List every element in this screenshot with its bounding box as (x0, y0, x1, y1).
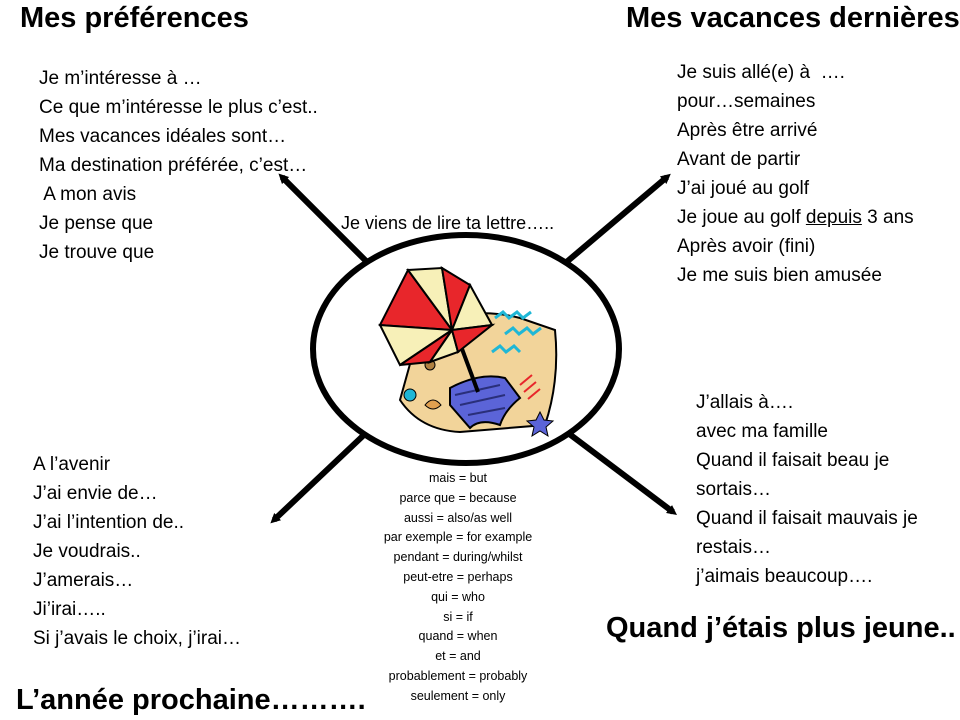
vocab-item: peut-etre = perhaps (403, 569, 513, 584)
phrase-line: Je m’intéresse à … (39, 68, 202, 89)
golf-after: 3 ans (861, 207, 914, 228)
vocab-item: aussi = also/as well (403, 510, 513, 525)
center-text: Je viens de lire ta lettre….. (341, 213, 555, 233)
phrase-line: Ce que m’intéresse le plus c’est.. (39, 97, 318, 118)
vocab-item: et = and (435, 649, 481, 664)
phrase-line: Je suis allé(e) à …. (677, 62, 845, 83)
vocab-item: par exemple = for example (383, 530, 533, 545)
golf-underlined-word: depuis (805, 207, 862, 228)
phrase-line: Si j’avais le choix, j’irai… (33, 628, 242, 649)
vocab-item: si = if (443, 609, 473, 624)
phrase-line: avec ma famille (696, 421, 828, 442)
preferences-phrases (39, 64, 318, 267)
phrase-line: Avant de partir (677, 149, 801, 170)
phrase-line: A mon avis (39, 184, 137, 205)
title-preferences: Mes préférences (20, 2, 249, 34)
phrase-line: restais… (696, 537, 771, 558)
arrow-top-right (563, 177, 667, 265)
phrase-line: J’ai l’intention de.. (33, 512, 185, 533)
phrase-line: Je trouve que (39, 242, 155, 263)
vocab-item: mais = but (428, 471, 487, 485)
phrase-line: Après avoir (fini) (677, 236, 816, 257)
vocab-item: quand = when (418, 629, 498, 644)
golf-before: Je joue au golf (677, 207, 806, 228)
title-next-year: L’année prochaine………. (16, 684, 366, 716)
connectives-vocabulary (356, 469, 560, 707)
vocab-item: parce que = because (399, 490, 517, 505)
vocab-item: seulement = only (410, 688, 506, 703)
phrase-line: Quand il faisait mauvais je (696, 508, 918, 529)
phrase-line: Je pense que (39, 213, 154, 234)
phrase-line: pour…semaines (677, 91, 816, 112)
last-holidays-phrases (677, 58, 914, 290)
arrow-bottom-left (274, 433, 366, 520)
phrase-line: Après être arrivé (677, 120, 818, 141)
phrase-line: Je voudrais.. (33, 541, 141, 562)
title-last-holidays: Mes vacances dernières (626, 2, 960, 34)
phrase-line: Je me suis bien amusée (677, 265, 882, 286)
vocab-item: qui = who (431, 589, 485, 604)
phrase-line: J’ai joué au golf (677, 178, 810, 199)
phrase-line: Ji’irai….. (33, 599, 106, 620)
vocab-item: probablement = probably (388, 668, 528, 683)
arrow-bottom-right (568, 433, 673, 512)
phrase-line: A l’avenir (33, 454, 111, 475)
phrase-line: J’ai envie de… (33, 483, 158, 504)
phrase-line: Ma destination préférée, c’est… (39, 155, 308, 176)
title-younger: Quand j’étais plus jeune.. (606, 612, 956, 644)
younger-phrases (696, 388, 918, 591)
phrase-line: Quand il faisait beau je (696, 450, 890, 471)
vocab-item: pendant = during/whilst (393, 550, 523, 565)
phrase-line: sortais… (696, 479, 771, 500)
phrase-line: J’amerais… (33, 570, 134, 591)
future-phrases (33, 450, 241, 653)
phrase-line: J’allais à…. (696, 392, 794, 413)
phrase-line-golf (677, 203, 914, 232)
phrase-line: j’aimais beaucoup…. (696, 566, 873, 587)
phrase-line: Mes vacances idéales sont… (39, 126, 287, 147)
